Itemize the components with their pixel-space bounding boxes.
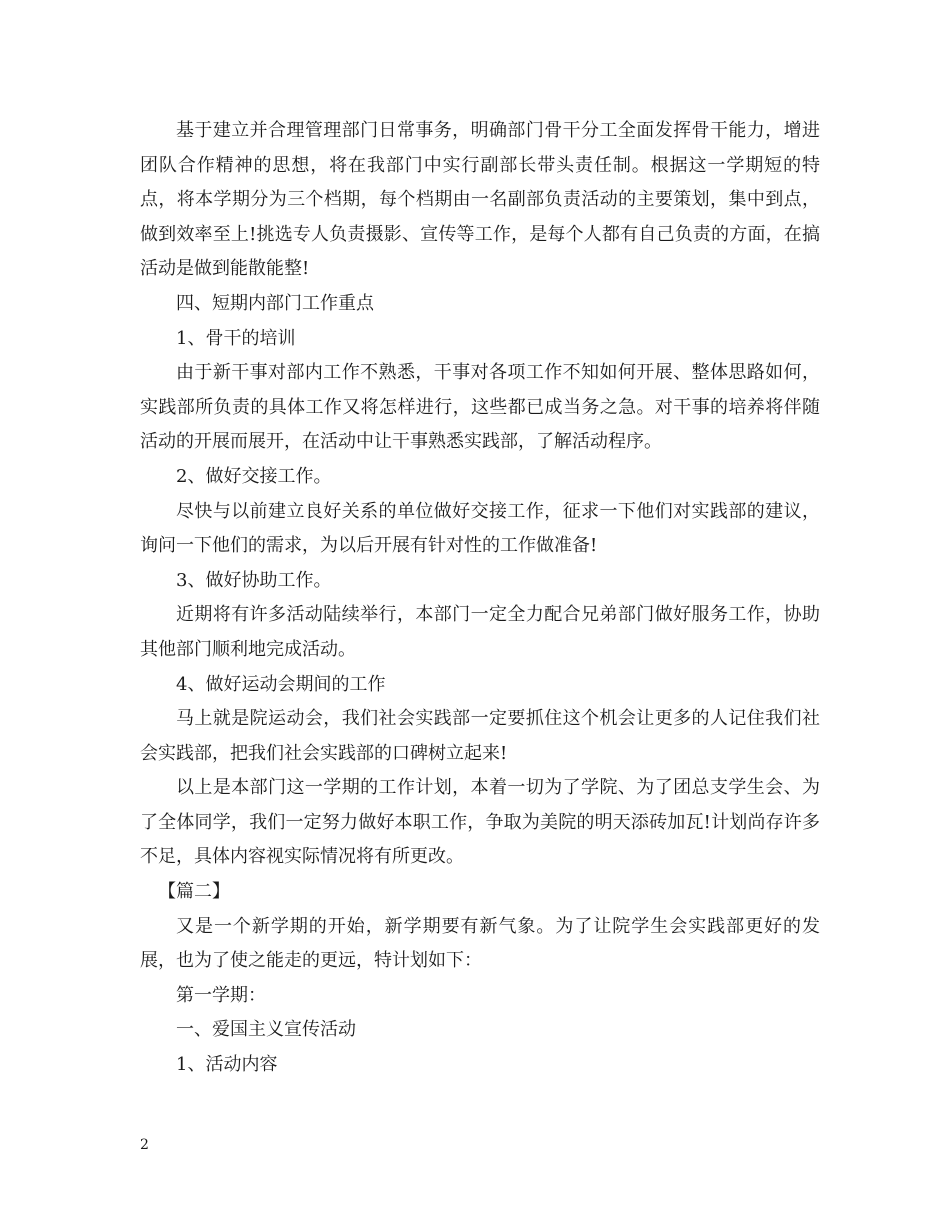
paragraph-training: 由于新干事对部内工作不熟悉，干事对各项工作不知如何开展、整体思路如何，实践部所负责的具体工作又将怎样进行，这些都已成当务之急。对干事的培养将伴随活动的开展而展开，在活动中让干事熟悉实践部，了解活动程序。	[140, 362, 820, 453]
section-title-part-two: 【篇二】	[158, 881, 230, 903]
subheading-sports-meet: 4、做好运动会期间的工作	[176, 673, 386, 695]
page-number: 2	[140, 1137, 149, 1153]
paragraph-new-semester: 又是一个新学期的开始，新学期要有新气象。为了让院学生会实践部更好的发展，也为了使之能走的更远，特计划如下：	[140, 915, 820, 972]
heading-section-four: 四、短期内部门工作重点	[176, 292, 374, 314]
subheading-handover: 2、做好交接工作。	[176, 465, 332, 487]
paragraph-sports-meet: 马上就是院运动会，我们社会实践部一定要抓住这个机会让更多的人记住我们社会实践部，把我们社会实践部的口碑树立起来!	[140, 708, 820, 764]
document-body	[140, 114, 820, 1083]
paragraph-responsibility-system: 基于建立并合理管理部门日常事务，明确部门骨干分工全面发挥骨干能力，增进团队合作精神的思想，将在我部门中实行副部长带头责任制。根据这一学期短的特点，将本学期分为三个档期，每个档期由一名副部负责活动的主要策划，集中到点，做到效率至上!挑选专人负责摄影、宣传等工作，是每个人都有自己负责的方面，在搞活动是做到能散能整!	[140, 120, 820, 280]
heading-first-semester: 第一学期：	[176, 984, 266, 1006]
subheading-activity-content: 1、活动内容	[176, 1054, 278, 1076]
paragraph-handover: 尽快与以前建立良好关系的单位做好交接工作，征求一下他们对实践部的建议，询问一下他们的需求，为以后开展有针对性的工作做准备!	[140, 500, 820, 557]
paragraph-assistance: 近期将有许多活动陆续举行，本部门一定全力配合兄弟部门做好服务工作，协助其他部门顺利地完成活动。	[140, 604, 820, 660]
subheading-assistance: 3、做好协助工作。	[176, 569, 332, 591]
heading-patriotism-campaign: 一、爱国主义宣传活动	[176, 1019, 356, 1041]
paragraph-conclusion: 以上是本部门这一学期的工作计划，本着一切为了学院、为了团总支学生会、为了全体同学，我们一定努力做好本职工作，争取为美院的明天添砖加瓦!计划尚存许多不足，具体内容视实际情况将有所更改。	[140, 777, 820, 868]
subheading-training: 1、骨干的培训	[176, 327, 296, 349]
